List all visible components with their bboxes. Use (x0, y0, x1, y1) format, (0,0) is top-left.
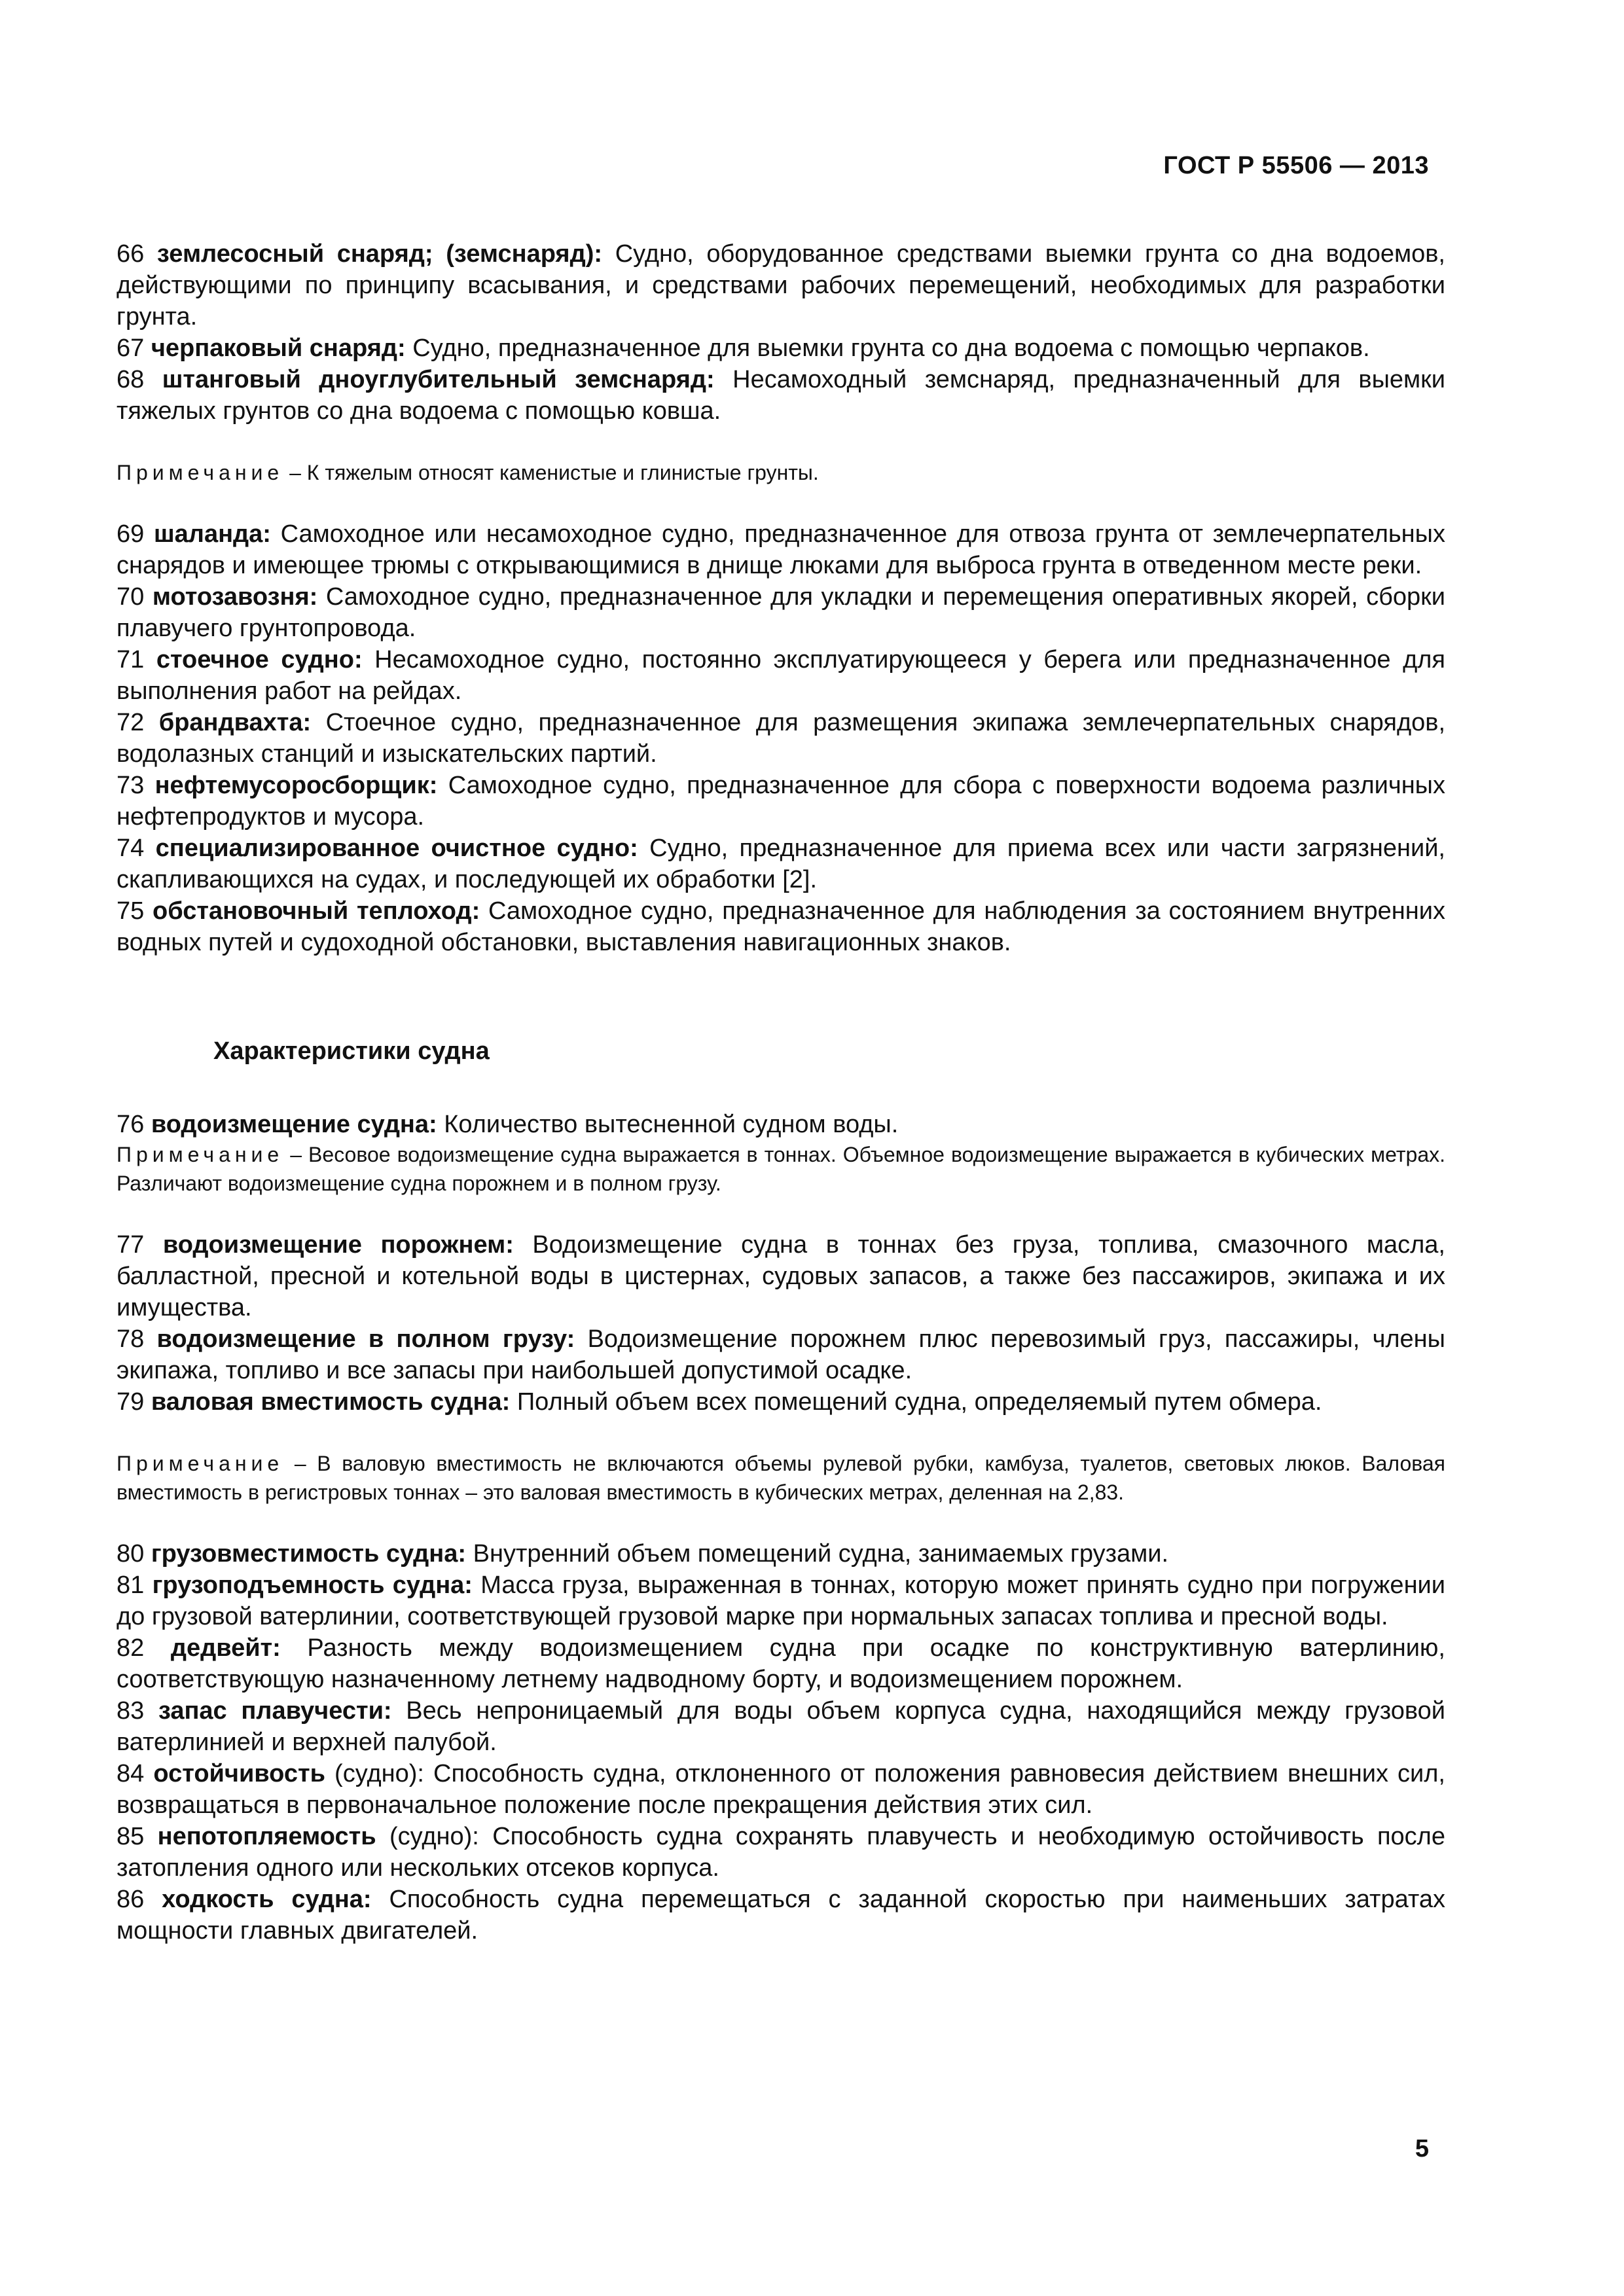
term-number: 81 (117, 1571, 145, 1599)
note-label: Примечание (117, 461, 284, 484)
term-definition: Несамоходный земснаряд, предназначенный для выемки тяжелых грунтов со дна водоема с помощью ковша. (117, 366, 1446, 425)
term-number: 69 (117, 520, 145, 548)
term-name: специализированное очистное судно: (155, 834, 638, 862)
term-entry-67 (117, 332, 1445, 364)
term-number: 70 (117, 583, 145, 611)
term-entry-75 (117, 895, 1445, 958)
note-label: Примечание (117, 1143, 284, 1166)
term-entry-68 (117, 364, 1445, 427)
term-definition: Судно, оборудованное средствами выемки грунта со дна водоемов, действующими по принципу всасывания, и средствами рабочих перемещений, необходимых для разработки грунта. (117, 240, 1445, 331)
term-number: 68 (117, 366, 145, 393)
term-name: землесосный снаряд; (земснаряд): (156, 240, 603, 268)
term-entry-70 (117, 581, 1445, 644)
term-definition: Способность судна, отклоненного от положения равновесия действием внешних сил, возвращаться в первоначальное положение после прекращения действия этих сил. (117, 1760, 1445, 1819)
term-entry-85 (117, 1821, 1445, 1884)
term-definition: Несамоходное судно, постоянно эксплуатирующееся у берега или предназначенное для выполнения работ на рейдах. (117, 646, 1446, 705)
term-definition: Судно, предназначенное для приема всех или части загрязнений, скапливающихся на судах, и последующей их обработки [2]. (117, 834, 1445, 893)
term-definition: Самоходное или несамоходное судно, предназначенное для отвоза грунта от землечерпательных снарядов и имеющее трюмы с открывающимися в днище люками для выброса грунта в отведенном месте реки. (117, 520, 1445, 579)
term-number: 75 (117, 897, 145, 925)
note-gross-tonnage (117, 1449, 1445, 1507)
term-entry-81 (117, 1570, 1445, 1632)
term-definition: Внутренний объем помещений судна, занимаемых грузами. (473, 1540, 1169, 1568)
term-definition: Способность судна перемещаться с заданной скоростью при наименьших затратах мощности главных двигателей. (117, 1886, 1446, 1945)
term-name: обстановочный теплоход: (153, 897, 480, 925)
term-definition: Водоизмещение порожнем плюс перевозимый груз, пассажиры, члены экипажа, топливо и все запасы при наибольшей допустимой осадке. (117, 1325, 1445, 1384)
term-name: остойчивость (153, 1760, 325, 1787)
term-definition: Способность судна сохранять плавучесть и необходимую остойчивость после затопления одного или нескольких отсеков корпуса. (117, 1823, 1445, 1882)
term-number: 76 (117, 1111, 145, 1138)
term-definition: Самоходное судно, предназначенное для сбора с поверхности водоема различных нефтепродуктов и мусора. (117, 772, 1445, 831)
term-number: 71 (117, 646, 145, 673)
term-entry-80 (117, 1538, 1445, 1570)
term-name: валовая вместимость судна: (151, 1388, 511, 1416)
term-number: 72 (117, 709, 145, 736)
term-number: 83 (117, 1697, 145, 1725)
term-definition: Разность между водоизмещением судна при осадке по конструктивную ватерлинию, соответствующую назначенному летнему надводному борту, и водоизмещением порожнем. (117, 1634, 1445, 1693)
term-definition: Весь непроницаемый для воды объем корпуса судна, находящийся между грузовой ватерлинией и верхней палубой. (117, 1697, 1445, 1756)
term-entry-78 (117, 1323, 1445, 1386)
note-heavy-soils (117, 458, 1445, 487)
term-number: 85 (117, 1823, 145, 1850)
term-name: водоизмещение порожнем: (162, 1231, 514, 1259)
term-name: брандвахта: (158, 709, 312, 736)
term-name: черпаковый снаряд: (151, 334, 406, 362)
term-definition: Самоходное судно, предназначенное для наблюдения за состоянием внутренних водных путей и судоходной обстановки, выставления навигационных знаков. (117, 897, 1446, 956)
term-name: водоизмещение судна: (151, 1111, 437, 1138)
term-number: 77 (117, 1231, 145, 1259)
term-entry-84 (117, 1758, 1445, 1821)
term-name: грузоподъемность судна: (152, 1571, 473, 1599)
term-entry-77 (117, 1229, 1445, 1323)
note-text: – Весовое водоизмещение судна выражается в тоннах. Объемное водоизмещение выражается в кубических метрах. Различают водоизмещение судна порожнем и в полном грузу. (117, 1143, 1445, 1195)
term-name: нефтемусоросборщик: (154, 772, 438, 799)
term-number: 73 (117, 772, 145, 799)
term-definition: Количество вытесненной судном воды. (444, 1111, 899, 1138)
term-entry-82 (117, 1632, 1445, 1695)
term-number: 67 (117, 334, 145, 362)
term-definition: Стоечное судно, предназначенное для размещения экипажа землечерпательных снарядов, водолазных станций и изыскательских партий. (117, 709, 1446, 768)
term-definition: Судно, предназначенное для выемки грунта со дна водоема с помощью черпаков. (412, 334, 1370, 362)
term-number: 74 (117, 834, 145, 862)
document-body (117, 238, 1445, 1946)
note-label: Примечание (117, 1452, 284, 1475)
term-entry-72 (117, 707, 1445, 770)
term-name: мотозавозня: (152, 583, 318, 611)
section-heading: Характеристики судна (213, 1037, 490, 1065)
page-header-doc-code: ГОСТ Р 55506 — 2013 (1163, 152, 1429, 179)
page-number: 5 (1415, 2135, 1429, 2162)
term-entry-66 (117, 238, 1445, 332)
term-number: 66 (117, 240, 145, 268)
term-group-77-79 (117, 1229, 1445, 1418)
term-name: шаланда: (154, 520, 271, 548)
term-name: штанговый дноуглубительный земснаряд: (162, 366, 715, 393)
term-entry-69 (117, 518, 1445, 581)
term-entry-73 (117, 770, 1445, 833)
term-entry-79 (117, 1386, 1445, 1418)
term-entry-74 (117, 833, 1445, 895)
term-entry-86 (117, 1884, 1445, 1946)
term-number: 86 (117, 1886, 145, 1913)
term-number: 82 (117, 1634, 145, 1662)
term-definition: Самоходное судно, предназначенное для укладки и перемещения оперативных якорей, сборки плавучего грунтопровода. (117, 583, 1445, 642)
term-number: 84 (117, 1760, 145, 1787)
note-displacement (117, 1140, 1445, 1198)
term-qualifier: (судно): (325, 1760, 424, 1787)
term-group-69-75 (117, 518, 1445, 958)
term-number: 80 (117, 1540, 145, 1568)
term-name: дедвейт: (170, 1634, 281, 1662)
term-definition: Масса груза, выраженная в тоннах, которую может принять судно при погружении до грузовой ватерлинии, соответствующей грузовой марке при нормальных запасах топлива и пресной воды. (117, 1571, 1446, 1630)
note-text: – В валовую вместимость не включаются объемы рулевой рубки, камбуза, туалетов, световых люков. Валовая вместимость в регистровых тоннах – это валовая вместимость в кубических метрах, деленная на 2,83. (117, 1452, 1445, 1504)
term-number: 79 (117, 1388, 145, 1416)
term-entry-76 (117, 1109, 1445, 1140)
term-number: 78 (117, 1325, 145, 1353)
term-definition: Полный объем всех помещений судна, определяемый путем обмера. (516, 1388, 1322, 1416)
term-entry-83 (117, 1695, 1445, 1758)
term-name: ходкость судна: (162, 1886, 372, 1913)
term-group-80-86 (117, 1538, 1445, 1946)
term-name: непотопляемость (157, 1823, 376, 1850)
term-definition: Водоизмещение судна в тоннах без груза, топлива, смазочного масла, балластной, пресной и котельной воды в цистернах, судовых запасов, а также без пассажиров, экипажа и их имущества. (117, 1231, 1445, 1321)
term-name: запас плавучести: (158, 1697, 392, 1725)
term-qualifier: (судно): (376, 1823, 479, 1850)
term-name: стоечное судно: (156, 646, 363, 673)
note-text: – К тяжелым относят каменистые и глинистые грунты. (283, 461, 819, 484)
term-name: грузовместимость судна: (151, 1540, 467, 1568)
term-entry-71 (117, 644, 1445, 707)
term-name: водоизмещение в полном грузу: (156, 1325, 575, 1353)
